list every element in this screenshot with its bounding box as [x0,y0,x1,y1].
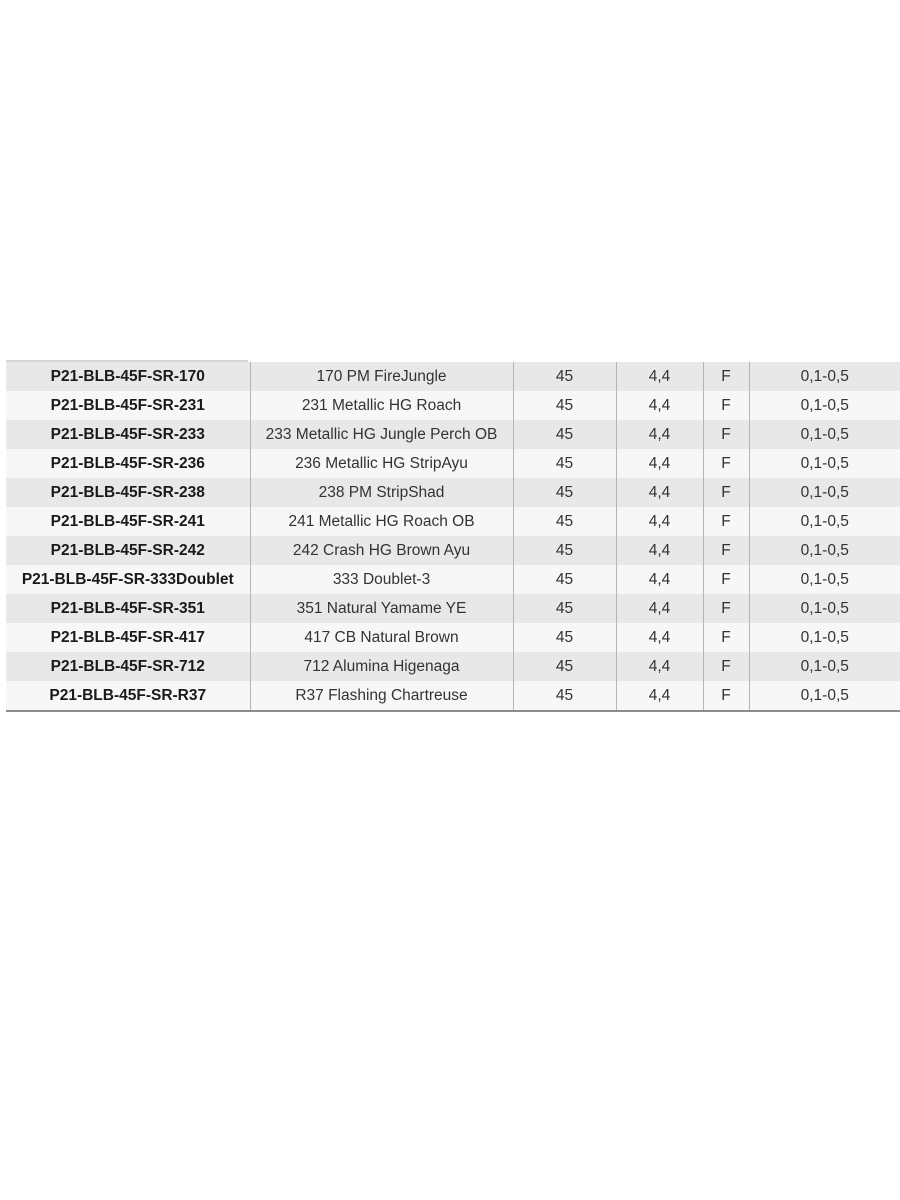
table-row [6,362,900,391]
depth-cell: 0,1-0,5 [749,681,900,711]
type-cell: F [703,420,749,449]
size-cell: 45 [513,565,616,594]
table-row [6,652,900,681]
size-cell: 45 [513,681,616,711]
type-cell: F [703,478,749,507]
color-name-cell: R37 Flashing Chartreuse [250,681,513,711]
product-code-cell: P21-BLB-45F-SR-417 [6,623,250,652]
product-code-cell: P21-BLB-45F-SR-236 [6,449,250,478]
color-name-cell: 712 Alumina Higenaga [250,652,513,681]
table-row [6,681,900,711]
size-cell: 45 [513,391,616,420]
product-code-cell: P21-BLB-45F-SR-R37 [6,681,250,711]
weight-cell: 4,4 [616,623,703,652]
size-cell: 45 [513,362,616,391]
weight-cell: 4,4 [616,652,703,681]
depth-cell: 0,1-0,5 [749,362,900,391]
type-cell: F [703,652,749,681]
product-code-cell: P21-BLB-45F-SR-233 [6,420,250,449]
size-cell: 45 [513,478,616,507]
weight-cell: 4,4 [616,420,703,449]
product-code-cell: P21-BLB-45F-SR-351 [6,594,250,623]
weight-cell: 4,4 [616,362,703,391]
type-cell: F [703,391,749,420]
table-row [6,478,900,507]
type-cell: F [703,362,749,391]
weight-cell: 4,4 [616,391,703,420]
product-table-container [6,362,900,712]
depth-cell: 0,1-0,5 [749,420,900,449]
type-cell: F [703,449,749,478]
color-name-cell: 351 Natural Yamame YE [250,594,513,623]
size-cell: 45 [513,594,616,623]
table-row [6,507,900,536]
product-code-cell: P21-BLB-45F-SR-712 [6,652,250,681]
weight-cell: 4,4 [616,478,703,507]
depth-cell: 0,1-0,5 [749,449,900,478]
product-code-cell: P21-BLB-45F-SR-238 [6,478,250,507]
table-row [6,565,900,594]
table-row [6,391,900,420]
depth-cell: 0,1-0,5 [749,652,900,681]
depth-cell: 0,1-0,5 [749,507,900,536]
color-name-cell: 170 PM FireJungle [250,362,513,391]
size-cell: 45 [513,652,616,681]
color-name-cell: 417 CB Natural Brown [250,623,513,652]
type-cell: F [703,623,749,652]
color-name-cell: 233 Metallic HG Jungle Perch OB [250,420,513,449]
depth-cell: 0,1-0,5 [749,478,900,507]
weight-cell: 4,4 [616,594,703,623]
color-name-cell: 241 Metallic HG Roach OB [250,507,513,536]
product-code-cell: P21-BLB-45F-SR-170 [6,362,250,391]
size-cell: 45 [513,536,616,565]
weight-cell: 4,4 [616,536,703,565]
table-row [6,623,900,652]
type-cell: F [703,681,749,711]
weight-cell: 4,4 [616,507,703,536]
size-cell: 45 [513,623,616,652]
weight-cell: 4,4 [616,449,703,478]
size-cell: 45 [513,507,616,536]
product-table [6,362,900,712]
type-cell: F [703,536,749,565]
product-code-cell: P21-BLB-45F-SR-231 [6,391,250,420]
table-row [6,536,900,565]
size-cell: 45 [513,449,616,478]
product-code-cell: P21-BLB-45F-SR-241 [6,507,250,536]
depth-cell: 0,1-0,5 [749,391,900,420]
color-name-cell: 238 PM StripShad [250,478,513,507]
depth-cell: 0,1-0,5 [749,594,900,623]
table-row [6,449,900,478]
color-name-cell: 333 Doublet-3 [250,565,513,594]
depth-cell: 0,1-0,5 [749,536,900,565]
table-row [6,420,900,449]
depth-cell: 0,1-0,5 [749,565,900,594]
weight-cell: 4,4 [616,681,703,711]
product-table-body [6,362,900,711]
product-code-cell: P21-BLB-45F-SR-242 [6,536,250,565]
table-row [6,594,900,623]
product-code-cell: P21-BLB-45F-SR-333Doublet [6,565,250,594]
color-name-cell: 236 Metallic HG StripAyu [250,449,513,478]
color-name-cell: 231 Metallic HG Roach [250,391,513,420]
depth-cell: 0,1-0,5 [749,623,900,652]
type-cell: F [703,594,749,623]
size-cell: 45 [513,420,616,449]
type-cell: F [703,565,749,594]
type-cell: F [703,507,749,536]
weight-cell: 4,4 [616,565,703,594]
color-name-cell: 242 Crash HG Brown Ayu [250,536,513,565]
